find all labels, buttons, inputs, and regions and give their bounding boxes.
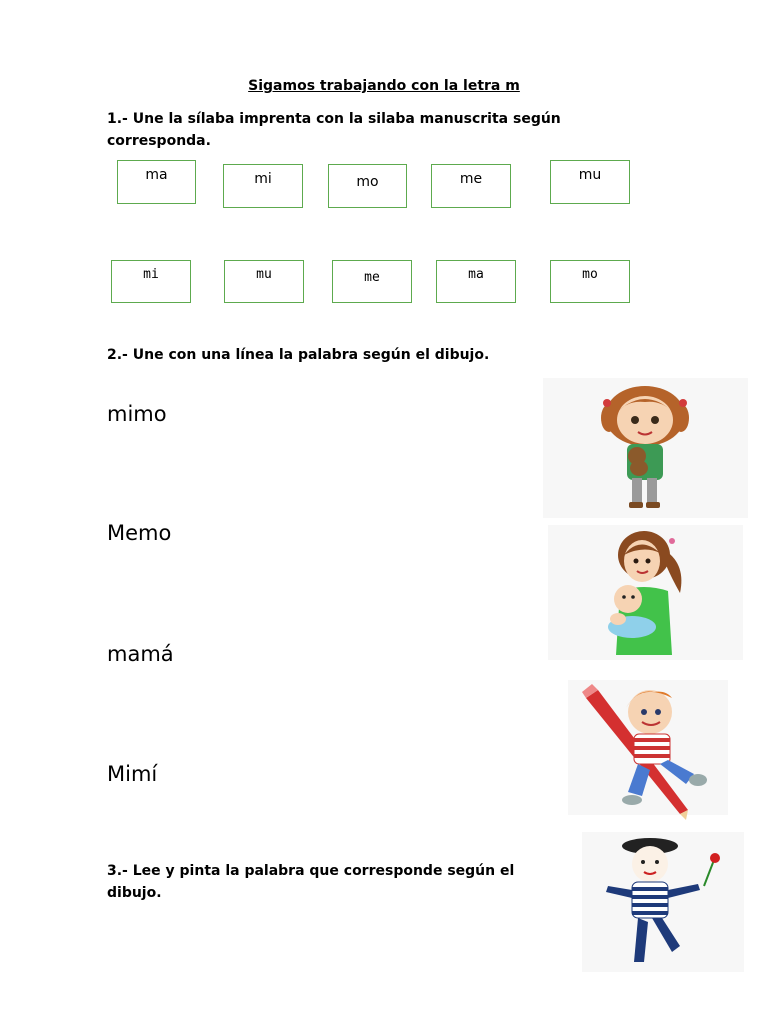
exercise-3-instruction: [107, 860, 514, 904]
word-item: mamá: [107, 642, 174, 666]
script-syllable-box: mo: [550, 260, 630, 303]
boy-with-pencil-illustration: [568, 680, 728, 815]
exercise-2-instruction: 2.- Une con una línea la palabra según el dibujo.: [107, 347, 490, 363]
mime-with-rose-illustration: [582, 832, 744, 972]
print-syllable-box: mi: [223, 164, 303, 208]
word-item: mimo: [107, 402, 167, 426]
exercise-1-instruction: [107, 108, 561, 152]
worksheet-title: Sigamos trabajando con la letra m: [248, 78, 520, 94]
print-syllable-box: ma: [117, 160, 196, 204]
exercise-1-line-2: corresponda.: [107, 133, 211, 149]
girl-with-teddy-illustration: [543, 378, 748, 518]
word-item: Mimí: [107, 762, 158, 786]
exercise-3-line-1: 3.- Lee y pinta la palabra que corresponde según el: [107, 863, 515, 879]
script-syllable-box: mu: [224, 260, 304, 303]
script-syllable-box: mi: [111, 260, 191, 303]
print-syllable-box: me: [431, 164, 511, 208]
exercise-3-line-2: dibujo.: [107, 885, 162, 901]
exercise-1-line-1: 1.- Une la sílaba imprenta con la silaba manuscrita según: [107, 111, 561, 127]
mother-with-baby-illustration: [548, 525, 743, 660]
script-syllable-box: ma: [436, 260, 516, 303]
word-item: Memo: [107, 521, 172, 545]
script-syllable-box: me: [332, 260, 412, 303]
print-syllable-box: mo: [328, 164, 407, 208]
print-syllable-box: mu: [550, 160, 630, 204]
